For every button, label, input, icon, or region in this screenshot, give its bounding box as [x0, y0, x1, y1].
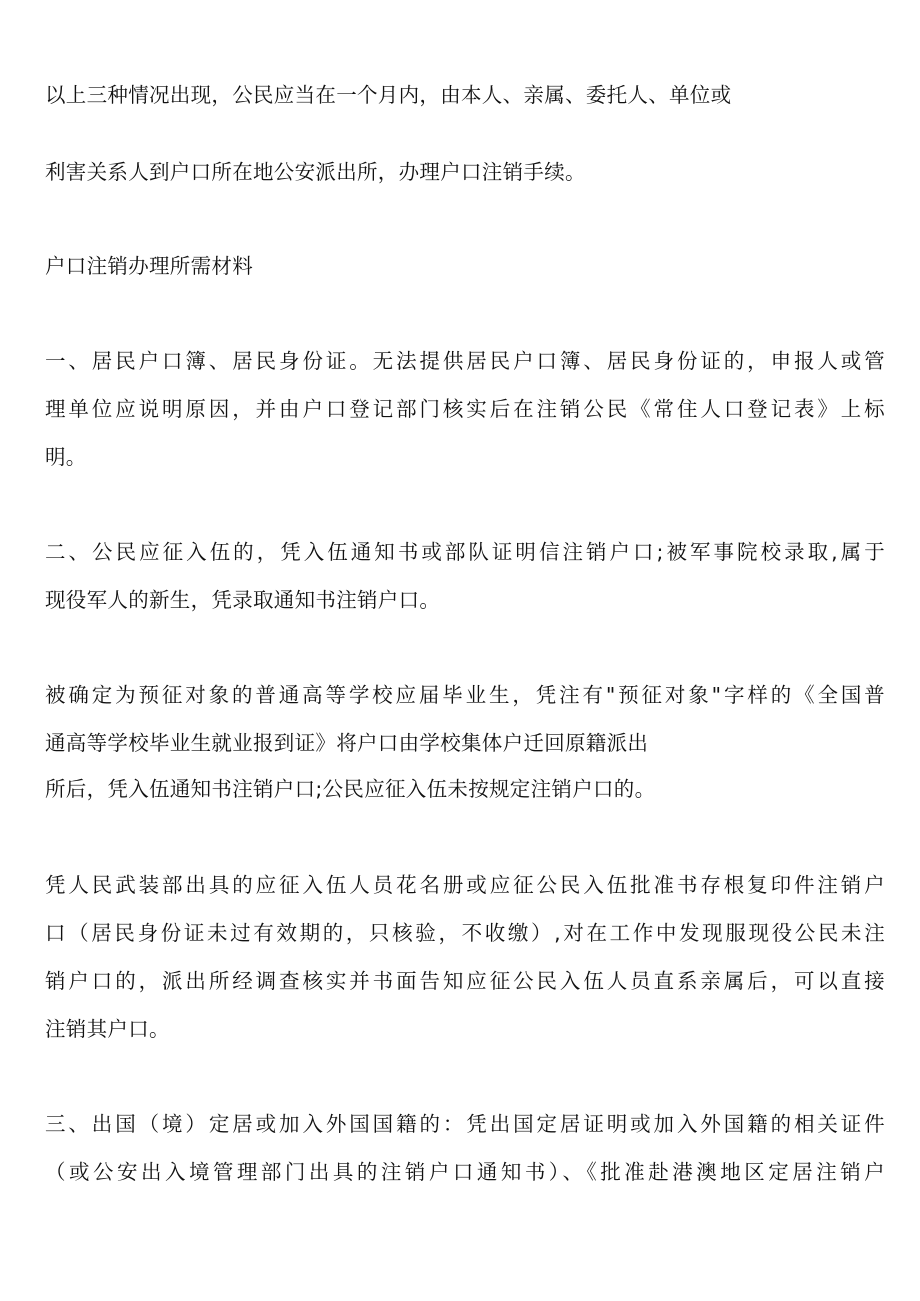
item-one-line-1: 一、居民户口簿、居民身份证。无法提供居民户口簿、居民身份证的，申报人或管 — [45, 349, 885, 373]
paragraph-intro-line-1: 以上三种情况出现，公民应当在一个月内，由本人、亲属、委托人、单位或 — [45, 83, 732, 107]
item-one-line-3: 明。 — [45, 445, 87, 469]
paragraph-intro-line-2: 利害关系人到户口所在地公安派出所，办理户口注销手续。 — [45, 160, 586, 184]
item-three-line-2: （或公安出入境管理部门出具的注销户口通知书）、《批准赴港澳地区定居注销户 — [45, 1160, 885, 1184]
paragraph-armed-forces-line-4: 注销其户口。 — [45, 1017, 170, 1041]
paragraph-preconscription-line-2: 通高等学校毕业生就业报到证》将户口由学校集体户迁回原籍派出 — [45, 731, 649, 755]
paragraph-preconscription-line-1: 被确定为预征对象的普通高等学校应届毕业生，凭注有"预征对象"字样的《全国普 — [45, 683, 885, 707]
item-two-line-1: 二、公民应征入伍的，凭入伍通知书或部队证明信注销户口;被军事院校录取,属于 — [45, 540, 885, 564]
section-heading-materials: 户口注销办理所需材料 — [45, 254, 253, 278]
paragraph-armed-forces-line-2: 口（居民身份证未过有效期的，只核验，不收缴）,对在工作中发现服现役公民未注 — [45, 921, 885, 945]
paragraph-preconscription-line-3: 所后，凭入伍通知书注销户口;公民应征入伍未按规定注销户口的。 — [45, 777, 656, 801]
item-one-line-2: 理单位应说明原因，并由户口登记部门核实后在注销公民《常住人口登记表》上标 — [45, 397, 885, 421]
item-two-line-2: 现役军人的新生，凭录取通知书注销户口。 — [45, 588, 441, 612]
paragraph-armed-forces-line-3: 销户口的，派出所经调查核实并书面告知应征公民入伍人员直系亲属后，可以直接 — [45, 969, 885, 993]
paragraph-armed-forces-line-1: 凭人民武装部出具的应征入伍人员花名册或应征公民入伍批准书存根复印件注销户 — [45, 873, 885, 897]
item-three-line-1: 三、出国（境）定居或加入外国国籍的：凭出国定居证明或加入外国籍的相关证件 — [45, 1112, 885, 1136]
